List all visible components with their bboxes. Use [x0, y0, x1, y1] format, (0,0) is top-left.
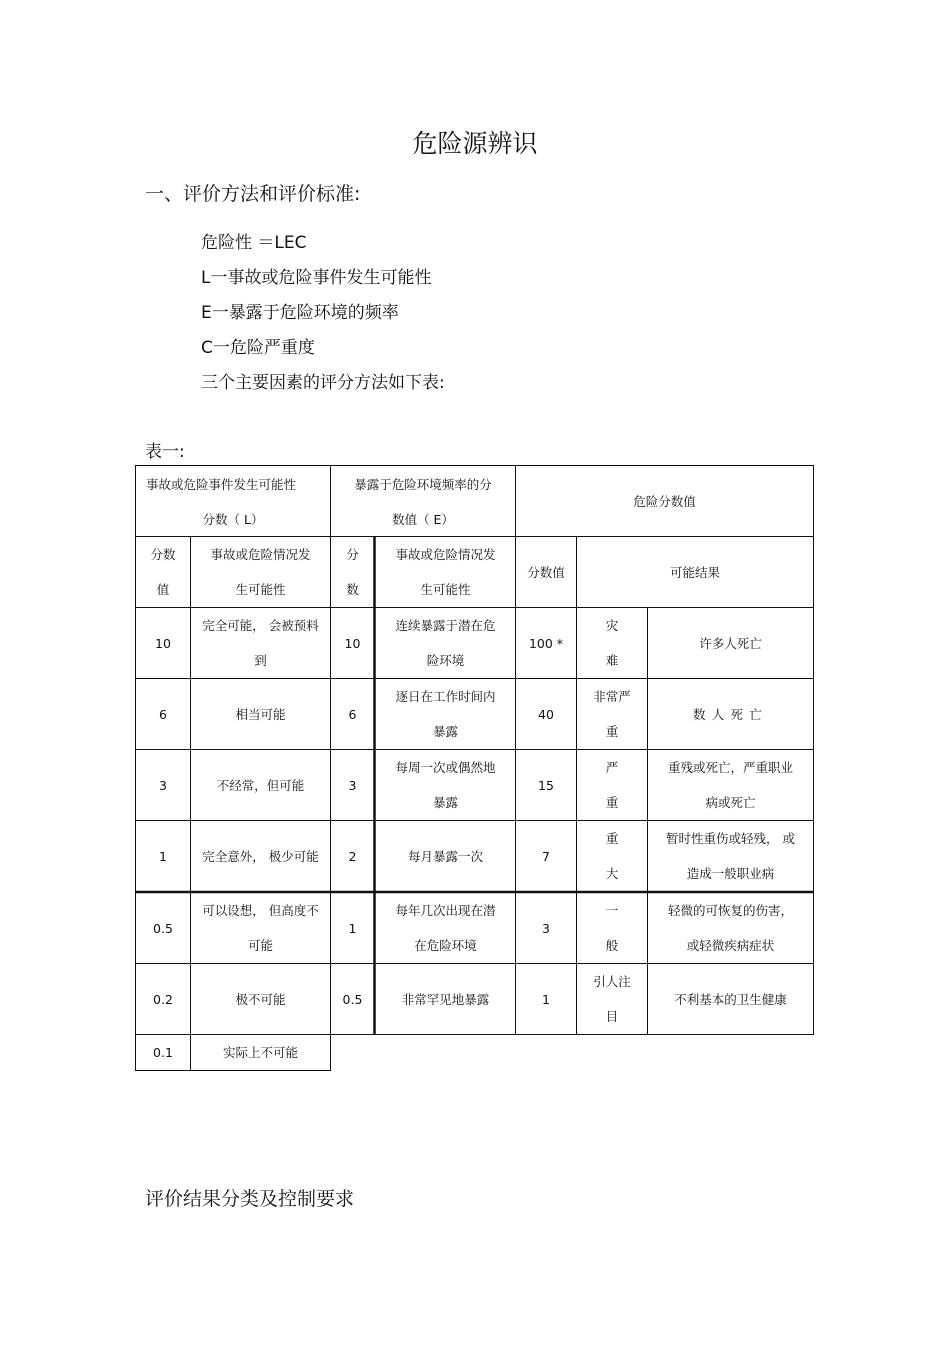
table-cell-text: 暴露 [432, 724, 458, 739]
table-cell-text: 逐日在工作时间内 [395, 689, 496, 704]
table-cell-c-score [516, 964, 576, 1034]
table-cell-text: 完全意外， 极少可能 [202, 848, 319, 864]
formula-l: L一事故或危险事件发生可能性 [201, 268, 432, 288]
page-title: 危险源辨识 [412, 129, 538, 158]
table-cell-text: 100 * [528, 635, 564, 651]
table-cell-text: 3 [542, 920, 550, 936]
table-cell-e-desc [376, 608, 515, 678]
table-cell-text: 6 [348, 706, 357, 722]
subheader-l-desc [191, 537, 330, 607]
table-cell-l-score [136, 893, 190, 963]
table-cell-text: 完全可能， 会被预料 [202, 618, 319, 633]
table-cell-e-desc [376, 964, 515, 1034]
table-cell-text: 实际上不可能 [222, 1045, 298, 1060]
table-cell-l-desc [191, 679, 330, 749]
header-e-line1: 暴露于危险环境频率的分 [354, 477, 492, 492]
table-cell-text: 重 [605, 795, 619, 810]
table-cell-text: 重残或死亡，严重职业 [667, 760, 793, 775]
table-cell-c-level [577, 608, 647, 678]
table-cell-l-score [136, 750, 190, 820]
header-l-line1: 事故或危险事件发生可能性 [146, 477, 297, 492]
subheader-text: 生可能性 [420, 582, 471, 597]
table-cell-text: 每周一次或偶然地 [395, 760, 496, 775]
table-cell-l-desc [191, 964, 330, 1034]
section-heading-evaluation-method: 一、评价方法和评价标准: [145, 183, 361, 205]
table-cell-text: 数人死亡 [692, 706, 768, 722]
header-e [331, 466, 515, 536]
table-cell-text: 0.2 [153, 991, 173, 1007]
table-cell-e-desc [376, 821, 515, 891]
table-cell-e-desc [376, 679, 515, 749]
table-cell-text: 重 [605, 831, 619, 846]
table-cell-text: 不经常，但可能 [216, 777, 305, 793]
table-cell-text: 轻微的可恢复的伤害， [667, 903, 793, 918]
table-cell-c-level [577, 750, 647, 820]
table-cell-e-desc [376, 750, 515, 820]
table-cell-text: 险环境 [426, 653, 465, 668]
subheader-e-desc [376, 537, 515, 607]
table-cell-text: 严 [605, 760, 619, 775]
table-cell-l-desc [191, 893, 330, 963]
header-e-line2: 数值（ E） [392, 512, 454, 527]
table-cell-text: 可能 [247, 938, 273, 953]
header-l [136, 466, 330, 536]
table-cell-l-score [136, 821, 190, 891]
table-cell-c-result [648, 679, 813, 749]
table-cell-text: 般 [605, 938, 619, 953]
table-cell-l-desc [191, 821, 330, 891]
table-cell-e-score [331, 679, 374, 749]
table-cell-text: 2 [348, 848, 357, 864]
subheader-text: 事故或危险情况发 [395, 547, 496, 562]
table-cell-text: 造成一般职业病 [686, 866, 775, 881]
table-caption: 表一: [145, 442, 185, 462]
subheader-text: 事故或危险情况发 [210, 547, 311, 562]
table-cell-text: 可以设想， 但高度不 [202, 903, 319, 918]
formula-c: C一危险严重度 [201, 338, 315, 358]
table-cell-text: 一 [605, 903, 619, 918]
table-cell-c-result [648, 893, 813, 963]
formula-e: E一暴露于危险环境的频率 [201, 303, 399, 323]
table-cell-text: 6 [159, 706, 167, 722]
table-cell-text: 引人注 [593, 974, 631, 989]
table-cell-text: 0.5 [153, 920, 173, 936]
subheader-text: 分数 [150, 547, 176, 562]
subheader-l-score [136, 537, 190, 607]
table-cell-text: 非常罕见地暴露 [401, 991, 490, 1007]
table-cell-c-level [577, 893, 647, 963]
table-cell-text: 10 [344, 635, 361, 651]
table-cell-e-score [331, 893, 374, 963]
table-cell-c-score [516, 608, 576, 678]
table-cell-c-level [577, 964, 647, 1034]
table-cell-l-desc [191, 608, 330, 678]
table-cell-c-score [516, 893, 576, 963]
table-cell-l-score [136, 1035, 190, 1070]
table-cell-c-score [516, 821, 576, 891]
table-cell-text: 1 [542, 991, 550, 1007]
table-cell-text: 目 [605, 1009, 619, 1024]
table-cell-text: 极不可能 [235, 991, 286, 1007]
subheader-c-result [577, 537, 813, 607]
table-cell-l-desc [191, 1035, 330, 1070]
table-cell-text: 非常严 [593, 689, 631, 704]
subheader-text: 分 [346, 547, 359, 562]
table-cell-e-score [331, 608, 374, 678]
header-c [516, 466, 813, 536]
table-cell-c-level [577, 821, 647, 891]
table-cell-text: 到 [254, 653, 267, 668]
table-cell-l-score [136, 608, 190, 678]
table-cell-text: 10 [155, 635, 171, 651]
subheader-e-score [331, 537, 374, 607]
table-cell-text: 暂时性重伤或轻残， 或 [666, 831, 795, 846]
subheader-text: 数 [346, 582, 359, 597]
table-cell-text: 不利基本的卫生健康 [674, 991, 787, 1007]
table-cell-text: 暴露 [432, 795, 458, 810]
header-c-label: 危险分数值 [633, 493, 696, 509]
subheader-c-score [516, 537, 576, 607]
table-cell-c-result [648, 608, 813, 678]
table-cell-e-score [331, 750, 374, 820]
table-cell-l-desc [191, 750, 330, 820]
subheader-text: 分数值 [527, 564, 565, 580]
table-cell-text: 在危险环境 [414, 938, 477, 953]
table-cell-text: 病或死亡 [705, 795, 756, 810]
table-cell-e-score [331, 964, 374, 1034]
table-cell-c-score [516, 679, 576, 749]
table-cell-text: 许多人死亡 [699, 635, 762, 651]
subheader-text: 可能结果 [669, 564, 720, 580]
table-cell-text: 40 [538, 706, 554, 722]
table-cell-text: 大 [605, 866, 619, 881]
table-cell-e-desc [376, 893, 515, 963]
table-cell-text: 1 [159, 848, 167, 864]
table-cell-text: 相当可能 [235, 706, 286, 722]
table-cell-c-score [516, 750, 576, 820]
table-cell-c-result [648, 750, 813, 820]
table-cell-e-score [331, 821, 374, 891]
table-cell-text: 灾 [605, 618, 619, 633]
table-cell-text: 3 [159, 777, 167, 793]
table-cell-text: 重 [605, 724, 619, 739]
subheader-text: 值 [156, 582, 170, 597]
header-l-line2: 分数（ L） [202, 512, 264, 527]
section-heading-result-classification: 评价结果分类及控制要求 [145, 1188, 355, 1210]
table-cell-text: 每月暴露一次 [407, 848, 483, 864]
formula-intro: 三个主要因素的评分方法如下表: [201, 373, 445, 393]
table-cell-c-result [648, 964, 813, 1034]
subheader-text: 生可能性 [235, 582, 286, 597]
table-cell-text: 15 [538, 777, 554, 793]
table-cell-text: 7 [542, 848, 550, 864]
table-cell-text: 0.5 [342, 991, 363, 1007]
table-cell-l-score [136, 964, 190, 1034]
table-cell-text: 1 [348, 920, 357, 936]
table-cell-l-score [136, 679, 190, 749]
table-cell-text: 3 [348, 777, 357, 793]
table-cell-text: 或轻微疾病症状 [686, 938, 775, 953]
table-cell-text: 每年几次出现在潜 [395, 903, 496, 918]
table-cell-text: 难 [605, 653, 619, 668]
formula-main: 危险性 ＝LEC [201, 233, 307, 253]
table-cell-text: 0.1 [153, 1045, 173, 1060]
table-cell-text: 连续暴露于潜在危 [395, 618, 496, 633]
table-cell-c-result [648, 821, 813, 891]
table-cell-c-level [577, 679, 647, 749]
